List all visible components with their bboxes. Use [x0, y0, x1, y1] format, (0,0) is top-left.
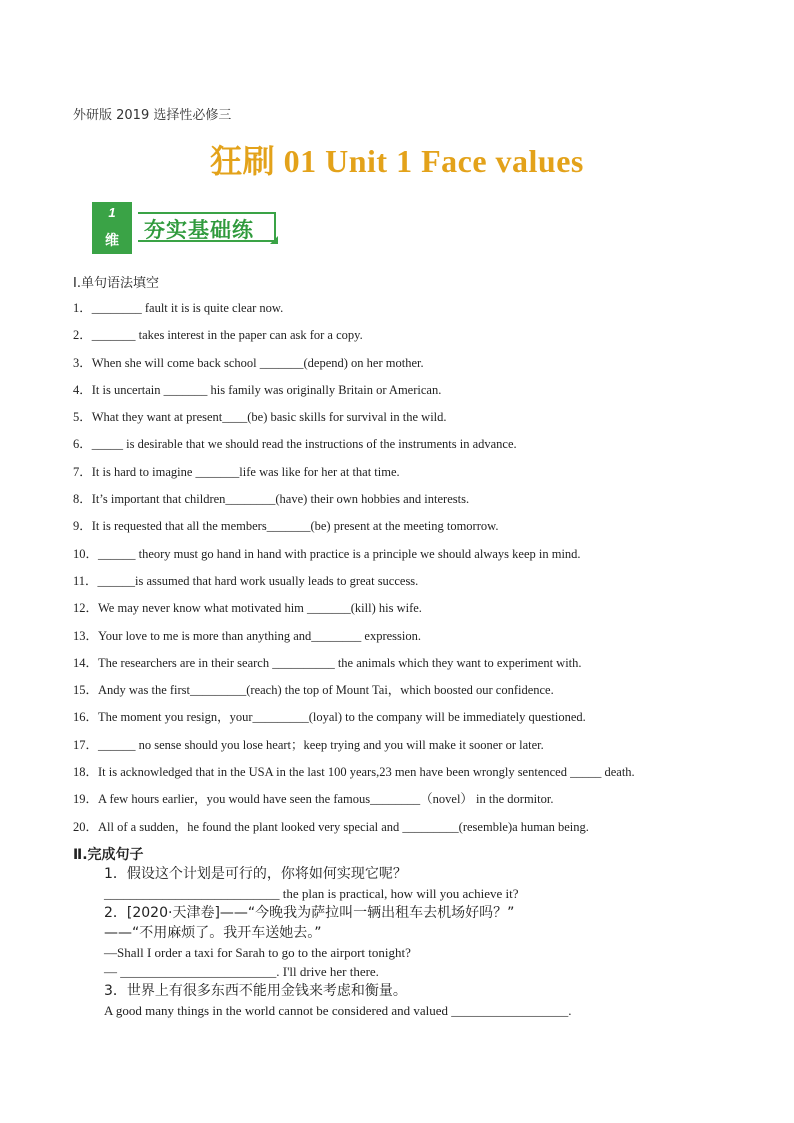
exercise-item: 2．_______ takes interest in the paper can ask for a copy.: [73, 328, 363, 343]
section-1-title: Ⅰ.单句语法填空: [73, 276, 159, 291]
exercise-item: 5．What they want at present____(be) basic skills for survival in the wild.: [73, 410, 447, 425]
exercise-item: 20．All of a sudden，he found the plant looked very special and _________(resemble)a human being.: [73, 819, 589, 834]
page-title: 狂刷 01 Unit 1 Face values: [210, 143, 584, 179]
sentence-completion: [104, 864, 744, 1020]
badge-suffix: 维: [105, 233, 119, 249]
exercise-item: 7．It is hard to imagine _______life was like for her at that time.: [73, 464, 400, 479]
exercise-item: 15．Andy was the first_________(reach) the top of Mount Tai，which boosted our confidence.: [73, 683, 554, 698]
exercise-item: 6．_____ is desirable that we should read the instructions of the instruments in advance.: [73, 437, 517, 452]
series-label: 外研版 2019 选择性必修三: [73, 108, 232, 123]
exercise-item: 18．It is acknowledged that in the USA in the last 100 years,23 men have been wrongly sentenced _____ death.: [73, 765, 635, 780]
exercise-item: 12．We may never know what motivated him _______(kill) his wife.: [73, 601, 422, 616]
exercise-item: 13．Your love to me is more than anything and________ expression.: [73, 628, 421, 643]
question-2-english: —Shall I order a taxi for Sarah to go to the airport tonight?: [104, 945, 411, 960]
badge-corner-mark: [270, 236, 278, 244]
exercise-item: 4．It is uncertain _______ his family was originally Britain or American.: [73, 382, 442, 397]
exercise-item: 19．A few hours earlier，you would have seen the famous________（novel） in the dormitor.: [73, 792, 554, 807]
badge-text: 夯实基础练: [144, 218, 254, 242]
exercise-item: 16．The moment you resign，your_________(loyal) to the company will be immediately questioned.: [73, 710, 586, 725]
question-2-chinese: 2．[2020·天津卷]——“今晚我为萨拉叫一辆出租车去机场好吗？”: [104, 905, 515, 921]
exercise-item: 1．________ fault it is is quite clear now.: [73, 301, 284, 315]
exercise-item: 8．It’s important that children________(have) their own hobbies and interests.: [73, 492, 470, 507]
section-2-title: Ⅱ.完成句子: [73, 847, 144, 863]
question-3-english: A good many things in the world cannot be considered and valued __________________.: [104, 1003, 572, 1018]
section-badge: [92, 202, 284, 254]
exercise-item: 11．______is assumed that hard work usually leads to great success.: [73, 573, 419, 588]
question-2-chinese-reply: ——“不用麻烦了。我开车送她去。”: [104, 925, 322, 941]
question-2-english-reply: — ________________________. I'll drive her there.: [104, 964, 379, 979]
exercise-item: 3．When she will come back school _______(depend) on her mother.: [73, 355, 424, 370]
exercise-list: [73, 295, 773, 841]
exercise-item: 10．______ theory must go hand in hand with practice is a principle we should always keep in mind.: [73, 546, 581, 561]
question-3-chinese: 3．世界上有很多东西不能用金钱来考虑和衡量。: [104, 983, 407, 999]
question-1-chinese: 1．假设这个计划是可行的，你将如何实现它呢？: [104, 866, 407, 882]
badge-number: 1: [108, 205, 116, 220]
exercise-item: 9．It is requested that all the members_______(be) present at the meeting tomorrow.: [73, 519, 499, 534]
question-1-english: ___________________________ the plan is practical, how will you achieve it?: [104, 886, 519, 901]
exercise-item: 14．The researchers are in their search __________ the animals which they want to experiment with.: [73, 655, 582, 670]
exercise-item: 17．______ no sense should you lose heart；keep trying and you will make it sooner or later.: [73, 737, 544, 752]
